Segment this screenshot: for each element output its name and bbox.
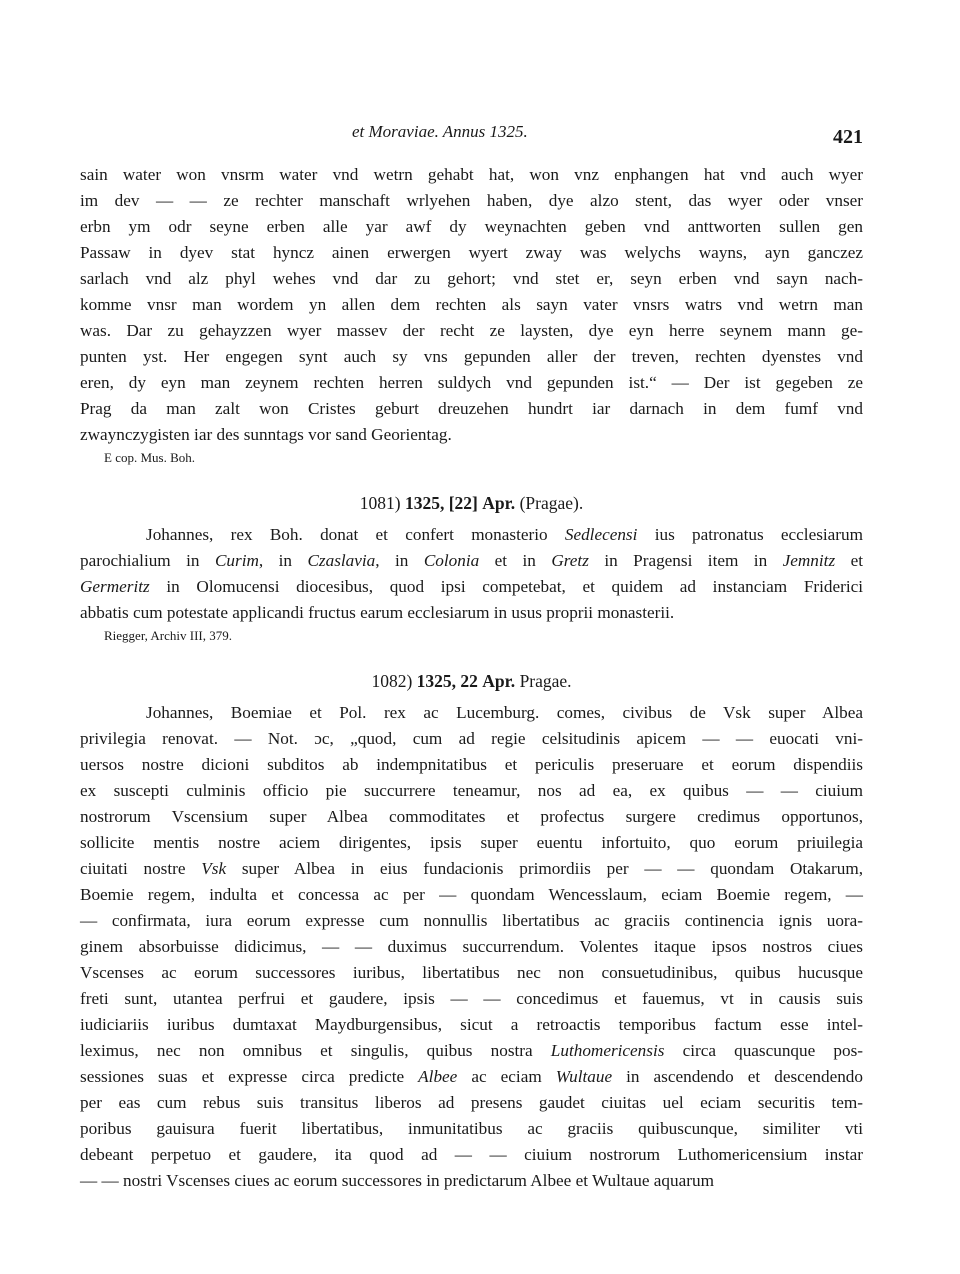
page-number: 421 bbox=[833, 126, 863, 148]
place-name: Albee bbox=[418, 1067, 458, 1086]
doc-place: Pragae. bbox=[519, 671, 572, 691]
doc-number: 1082) bbox=[371, 671, 413, 691]
page-header bbox=[80, 118, 863, 150]
doc-month: Apr. bbox=[482, 493, 516, 513]
doc-heading-1082 bbox=[80, 668, 863, 694]
place-name: Vsk bbox=[201, 859, 227, 878]
place-name: Czaslavia bbox=[307, 551, 376, 570]
running-title: et Moraviae. Annus 1325. bbox=[352, 122, 528, 141]
place-name: Sedlecensi bbox=[564, 525, 638, 544]
text-line: sain water won vnsrm water vnd wetrn gehabt hat, won vnz enphangen hat vnd auch wyer bbox=[80, 165, 863, 184]
text-line: Johannes, Boemiae et Pol. rex ac Lucemburg. comes, civibus de Vsk super Albea bbox=[146, 703, 863, 722]
text-line: debeant perpetuo et gaudere, ita quod ad — — ciuium nostrorum Luthomericensium instar bbox=[80, 1145, 863, 1164]
doc-place: (Pragae). bbox=[519, 493, 584, 513]
text-line: sarlach vnd alz phyl wehes vnd dar zu gehort; vnd stet er, seyn erben vnd sayn nach- bbox=[80, 269, 863, 288]
continuation-paragraph bbox=[80, 162, 863, 448]
doc-day: 22 bbox=[460, 671, 478, 691]
text-line: leximus, nec non omnibus et singulis, quibus nostra Luthomericensis circa quascunque pos- bbox=[80, 1041, 863, 1060]
doc-year: 1325, bbox=[404, 493, 445, 513]
text-line: ciuitati nostre Vsk super Albea in eius fundacionis primordiis per — — quondam Otakarum, bbox=[80, 859, 863, 878]
place-name: Germeritz bbox=[80, 577, 150, 596]
text-line: was. Dar zu gehayzzen wyer massev der recht ze laysten, dye eyn herre seynem mann ge- bbox=[80, 321, 863, 340]
source-note: E cop. Mus. Boh. bbox=[104, 450, 195, 465]
source-note-1081: Riegger, Archiv III, 379. bbox=[104, 628, 233, 643]
text-line: — — nostri Vscenses ciues ac eorum successores in predictarum Albee et Wultaue aquarum bbox=[80, 1171, 714, 1190]
doc-year: 1325, bbox=[416, 671, 457, 691]
text-line: Prag da man zalt won Cristes geburt dreuzehen hundrt iar darnach in dem fumf vnd bbox=[80, 399, 863, 418]
regest-1082 bbox=[80, 700, 863, 1194]
place-name: Colonia bbox=[423, 551, 480, 570]
page-body bbox=[80, 162, 863, 1194]
text-line: Germeritz in Olomucensi diocesibus, quod ipsi competebat, et quidem ad instanciam Friderici bbox=[80, 577, 863, 596]
text-line: sollicite mentis nostre aciem dirigentes, ipsis super euentu infortuito, quo eorum priuilegia bbox=[80, 833, 863, 852]
text-line: ex suscepti culminis officio pie succurrere teneamur, nos ad ea, ex quibus — — ciuium bbox=[80, 781, 863, 800]
regest-1081 bbox=[80, 522, 863, 626]
text-line: im dev — — ze rechter manschaft wrlyehen haben, dye alzo stent, das wyer oder vnser bbox=[80, 191, 863, 210]
place-name: Curim bbox=[214, 551, 259, 570]
doc-number: 1081) bbox=[359, 493, 401, 513]
text-line: per eas cum rebus suis transitus liberos ad presens gaudet ciuitas uel eciam securitis tem- bbox=[80, 1093, 863, 1112]
text-line: parochialium in Curim, in Czaslavia, in Colonia et in Gretz in Pragensi item in Jemnitz et bbox=[80, 551, 863, 570]
text-line: uersos nostre dicioni subditos ab indempnitatibus et periculis preseruare et eorum dispendiis bbox=[80, 755, 863, 774]
place-name: Gretz bbox=[551, 551, 589, 570]
doc-month: Apr. bbox=[482, 671, 516, 691]
text-line: zwaynczygisten iar des sunntags vor sand Georientag. bbox=[80, 425, 452, 444]
text-line: poribus gauisura fuerit libertatibus, inmunitatibus ac graciis quibuscunque, similiter vti bbox=[80, 1119, 863, 1138]
doc-heading-1081 bbox=[80, 490, 863, 516]
text-line: iudiciariis iuribus dumtaxat Maydburgensibus, sicut a retroactis temporibus factum esse intel- bbox=[80, 1015, 863, 1034]
text-line: Johannes, rex Boh. donat et confert monasterio Sedlecensi ius patronatus ecclesiarum bbox=[146, 525, 863, 544]
text-line: freti sunt, utantea perfrui et gaudere, ipsis — — concedimus et fauemus, vt in causis suis bbox=[80, 989, 863, 1008]
text-line: komme vnsr man wordem yn allen dem rechten als sayn vater vnsrs watrs vnd wetrn man bbox=[80, 295, 863, 314]
text-line: — confirmata, iura eorum expresse cum nonnullis libertatibus ac graciis continencia ignis uora- bbox=[80, 911, 863, 930]
text-line: Passaw in dyev stat hyncz ainen erwergen wyert zway was welychs wayns, ayn ganczez bbox=[80, 243, 863, 262]
place-name: Luthomericensis bbox=[550, 1041, 665, 1060]
text-line: Boemie regem, indulta et concessa ac per — quondam Wencesslaum, eciam Boemie regem, — bbox=[80, 885, 863, 904]
text-line: eren, dy eyn man zeynem rechten herren suldych vnd gepunden ist.“ — Der ist gegeben ze bbox=[80, 373, 863, 392]
text-line: nostrorum Vscensium super Albea commoditates et profectus surgere credimus opportunos, bbox=[80, 807, 863, 826]
place-name: Wultaue bbox=[555, 1067, 613, 1086]
text-line: sessiones suas et expresse circa predicte Albee ac eciam Wultaue in ascendendo et descendendo bbox=[80, 1067, 863, 1086]
text-line: abbatis cum potestate applicandi fructus earum ecclesiarum in usus proprii monasterii. bbox=[80, 603, 675, 622]
place-name: Jemnitz bbox=[782, 551, 836, 570]
text-line: Vscenses ac eorum successores iuribus, libertatibus nec non consuetudinibus, quibus hucusque bbox=[80, 963, 863, 982]
doc-day: [22] bbox=[448, 493, 478, 513]
text-line: privilegia renovat. — Not. ɔc, „quod, cum ad regie celsitudinis apicem — — euocati vni- bbox=[80, 729, 863, 748]
text-line: erbn ym odr seyne erben alle yar awf dy weynachten geben vnd anttworten sullen gen bbox=[80, 217, 863, 236]
text-line: ginem absorbuisse didicimus, — — duximus succurrendum. Volentes itaque ipsos nostros ciues bbox=[80, 937, 863, 956]
text-line: punten yst. Her engegen synt auch sy vns gepunden aller der treven, rechten dyenstes vnd bbox=[80, 347, 863, 366]
